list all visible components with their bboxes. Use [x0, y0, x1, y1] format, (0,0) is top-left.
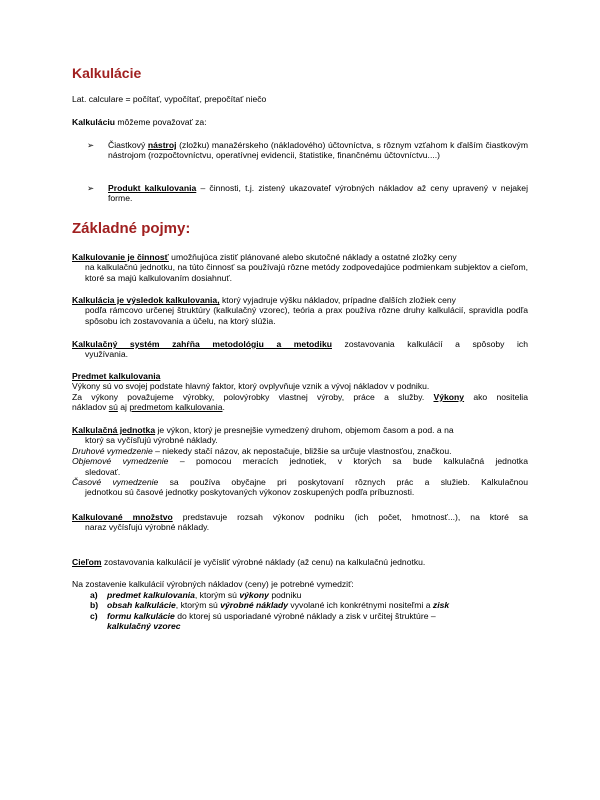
bullet-item-tool: ➢ Čiastkový nástroj (zložku) manažérskeho (nákladového) účtovníctva, s rôznym vzťahom k ďalším čiastkovým nástrojom (rozpočtovníctvu, operatívnej evidencii, štatistike, finančnému účtovníctvu....)	[87, 140, 528, 161]
intro-paragraph	[72, 117, 528, 127]
list-item: a) predmet kalkulovania, ktorým sú výkony podniku	[90, 590, 302, 600]
ordered-list	[90, 590, 528, 632]
subject-line-1: Výkony sú vo svojej podstate hlavný faktor, ktorý ovplyvňuje vznik a vývoj nákladov v podniku.	[72, 381, 430, 392]
intro-rest: môžeme považovať za:	[115, 117, 207, 127]
unit-time: Časové vymedzenie sa používa obyčajne pri poskytovaní rôznych prác a služieb. Kalkulačnou jednotkou sú časové jednotky poskytovaných výkonov zoskupených podľa príbuznosti.	[72, 477, 528, 498]
bullet-term-tool: nástroj	[147, 140, 177, 150]
unit-kind: Druhové vymedzenie – niekedy stačí názov, ak nepostačuje, bližšie sa určuje vlastnosťou, značkou.	[72, 445, 452, 456]
subject-line-2: Za výkony považujeme výrobky, polovýrobky vlastnej výroby, práce a služby. Výkony ako nositelia	[72, 391, 528, 402]
latin-etymology: Lat. calculare = počítať, vypočítať, prepočítať niečo	[72, 94, 267, 104]
goal-paragraph: Cieľom zostavovania kalkulácií je vyčísliť výrobné náklady (až cenu) na kalkulačnú jednotku.	[72, 557, 426, 567]
bullet-item-product: ➢ Produkt kalkulovania – činnosti, t.j. zistený ukazovateľ výrobných nákladov až ceny upravený v nejakej forme.	[87, 183, 528, 204]
section-title-basics: Základné pojmy:	[72, 220, 191, 237]
page-title: Kalkulácie	[72, 65, 142, 81]
definition-system: Kalkulačný systém zahŕňa metodológiu a metodiku zostavovania kalkulácií a spôsoby ich využívania.	[72, 339, 529, 360]
list-item: b) obsah kalkulácie, ktorým sú výrobné náklady vyvolané ich konkrétnymi nositeľmi a zisk	[90, 600, 450, 611]
bullet-term-product: Produkt kalkulovania	[108, 183, 197, 193]
list-item: c) formu kalkulácie do ktorej sú usporiadané výrobné náklady a zisk v určitej štruktúre – kalkulačný vzorec	[90, 610, 436, 632]
calculation-unit-section: Kalkulačná jednotka je výkon, ktorý je presnejšie vymedzený druhom, objemom časom a pod. a na ktorý sa vyčísľujú výrobné náklady. Druhové vymedzenie – niekedy stačí názov, ak nepostačuje, bližšie sa určuje vlastnosťou, značkou. Objemové vymedzenie – pomocou meracích jednotiek, v ktorých sa bude kalkulačná jednotka sledovať. Časové vymedzenie sa používa obyčajne pri poskytovaní rôznych prác a služieb. Kalkulačnou jednotkou sú časové jednotky poskytovaných výkonov zoskupených podľa príbuznosti.	[72, 425, 528, 498]
unit-volume: Objemové vymedzenie – pomocou meracích jednotiek, v ktorých sa bude kalkulačná jednotka sledovať.	[72, 456, 528, 477]
need-paragraph: Na zostavenie kalkulácií výrobných nákladov (ceny) je potrebné vymedziť:	[72, 579, 354, 589]
intro-term: Kalkuláciu	[72, 117, 115, 127]
arrow-bullet-icon: ➢	[87, 140, 95, 150]
subject-line-3: nákladov sú aj predmetom kalkulovania.	[72, 402, 225, 413]
subject-title: Predmet kalkulovania	[72, 371, 161, 381]
arrow-bullet-icon: ➢	[87, 183, 95, 193]
calculated-quantity: Kalkulované množstvo predstavuje rozsah výkonov podniku (ich počet, hmotnosť...), na ktoré sa naraz vyčísľujú výrobné náklady.	[72, 512, 528, 533]
definition-calculation: Kalkulácia je výsledok kalkulovania, ktorý vyjadruje výšku nákladov, prípadne ďalších zložiek ceny podľa rámcovo určenej štruktúry (kalkulačný vzorec), teória a prax používa rôzne druhy kalkulácií, spravidla podľa spôsobu ich zostavovania a účelu, na ktorý slúžia.	[72, 295, 528, 326]
subject-section	[72, 371, 528, 413]
definition-calculating: Kalkulovanie je činnosť umožňujúca zistiť plánované alebo skutočné náklady a ostatné zložky ceny na kalkulačnú jednotku, na túto činnosť sa používajú rôzne metódy zodpovedajúce podmienkam subjektov a cieľom, ktoré sa majú kalkulovaním dosiahnuť.	[72, 252, 528, 283]
